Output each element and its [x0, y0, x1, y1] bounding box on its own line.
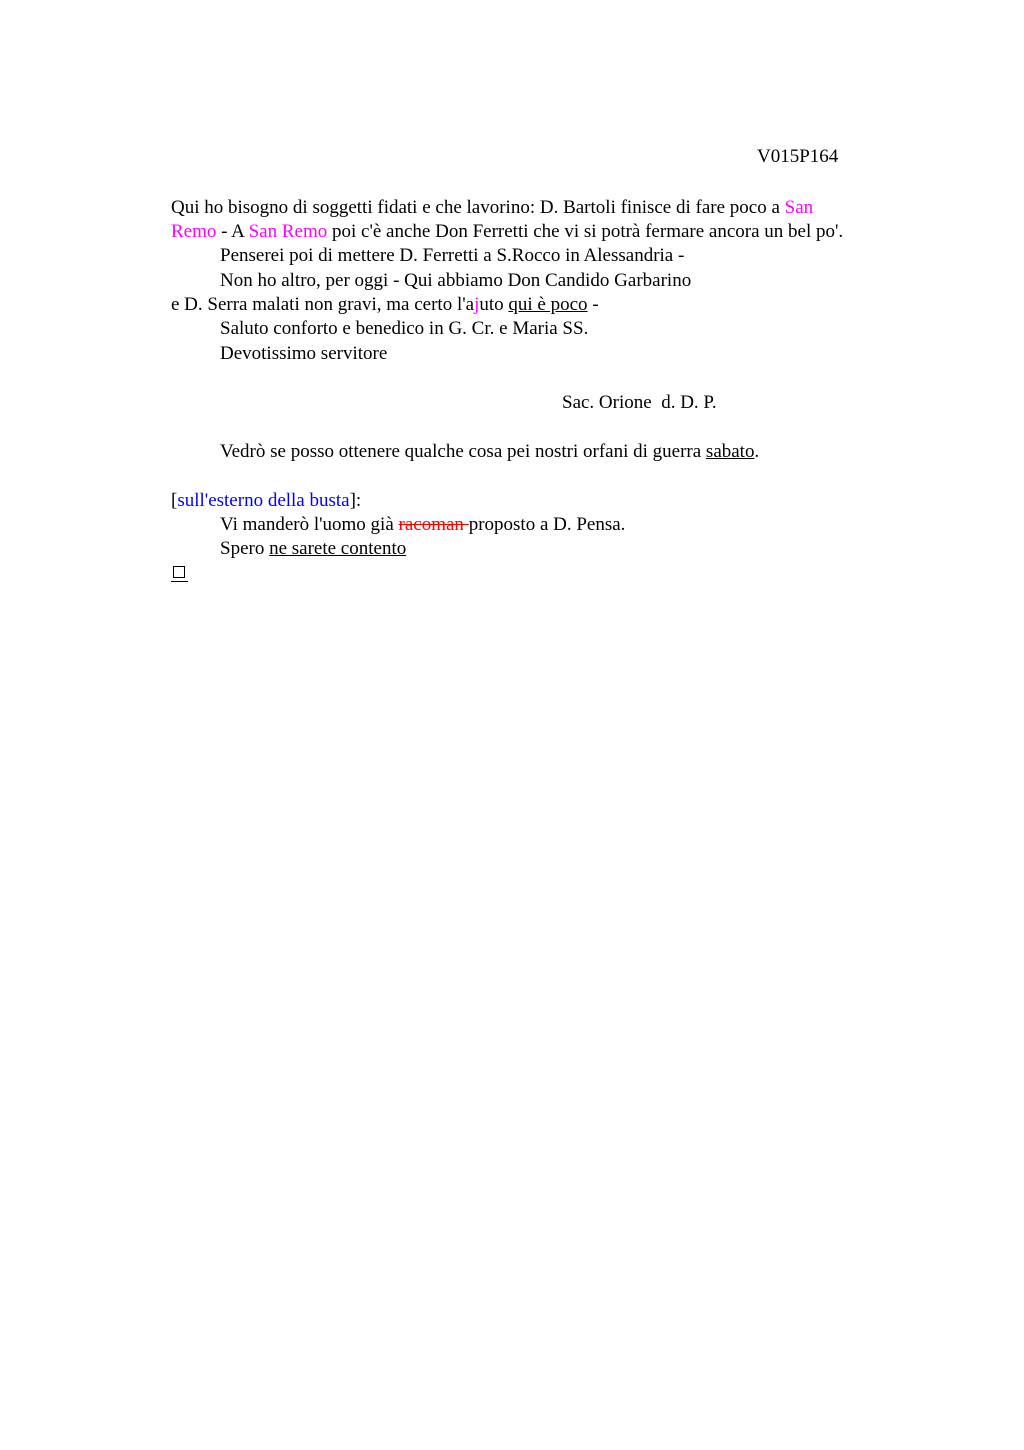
deleted-text: racoman: [398, 514, 469, 535]
envelope-line-2: [220, 537, 406, 561]
body-line-5: [171, 293, 599, 317]
page-reference: V015P164: [757, 146, 839, 167]
text-segment: e D. Serra malati non gravi, ma certo l'a: [171, 294, 475, 315]
text-segment: Vedrò se posso ottenere qualche cosa pei nostri orfani di guerra: [220, 441, 706, 462]
bracket: ]:: [349, 490, 362, 511]
text-segment: Spero: [220, 538, 270, 559]
text-segment: - A: [216, 221, 249, 242]
underlined-text: sabato: [705, 441, 755, 462]
editor-note: sull'esterno della busta: [177, 490, 350, 511]
end-box-mark: [173, 566, 185, 578]
text-segment: proposto a D. Pensa.: [468, 514, 626, 535]
text-segment: Vi manderò l'uomo già: [220, 514, 399, 535]
place-name: San: [784, 197, 814, 218]
underlined-text: ne sarete contento: [269, 538, 407, 559]
body-line-6: Saluto conforto e benedico in G. Cr. e Maria SS.: [220, 318, 589, 339]
text-segment: poi c'è anche Don Ferretti che vi si potrà fermare ancora un bel po'.: [327, 221, 844, 242]
body-line-2: [171, 220, 843, 244]
body-line-7: Devotissimo servitore: [220, 343, 388, 364]
body-line-4: Non ho altro, per oggi - Qui abbiamo Don Candido Garbarino: [220, 270, 692, 291]
body-line-1: [171, 196, 813, 220]
signature: Sac. Orione d. D. P.: [562, 392, 717, 413]
bracket: [: [171, 490, 178, 511]
body-line-3: Penserei poi di mettere D. Ferretti a S.Rocco in Alessandria -: [220, 245, 685, 266]
envelope-line-1: [220, 513, 625, 537]
text-segment: .: [754, 441, 760, 462]
underlined-text: qui è poco: [508, 294, 588, 315]
text-segment: uto: [479, 294, 509, 315]
text-segment: Qui ho bisogno di soggetti fidati e che lavorino: D. Bartoli finisce di fare poco a: [171, 197, 785, 218]
postscript: [220, 440, 759, 464]
envelope-heading: [171, 489, 361, 513]
text-segment: -: [587, 294, 599, 315]
end-box-underline: [171, 581, 188, 582]
place-name: San Remo: [248, 221, 328, 242]
highlighted-letter: j: [474, 294, 480, 315]
place-name: Remo: [171, 221, 217, 242]
